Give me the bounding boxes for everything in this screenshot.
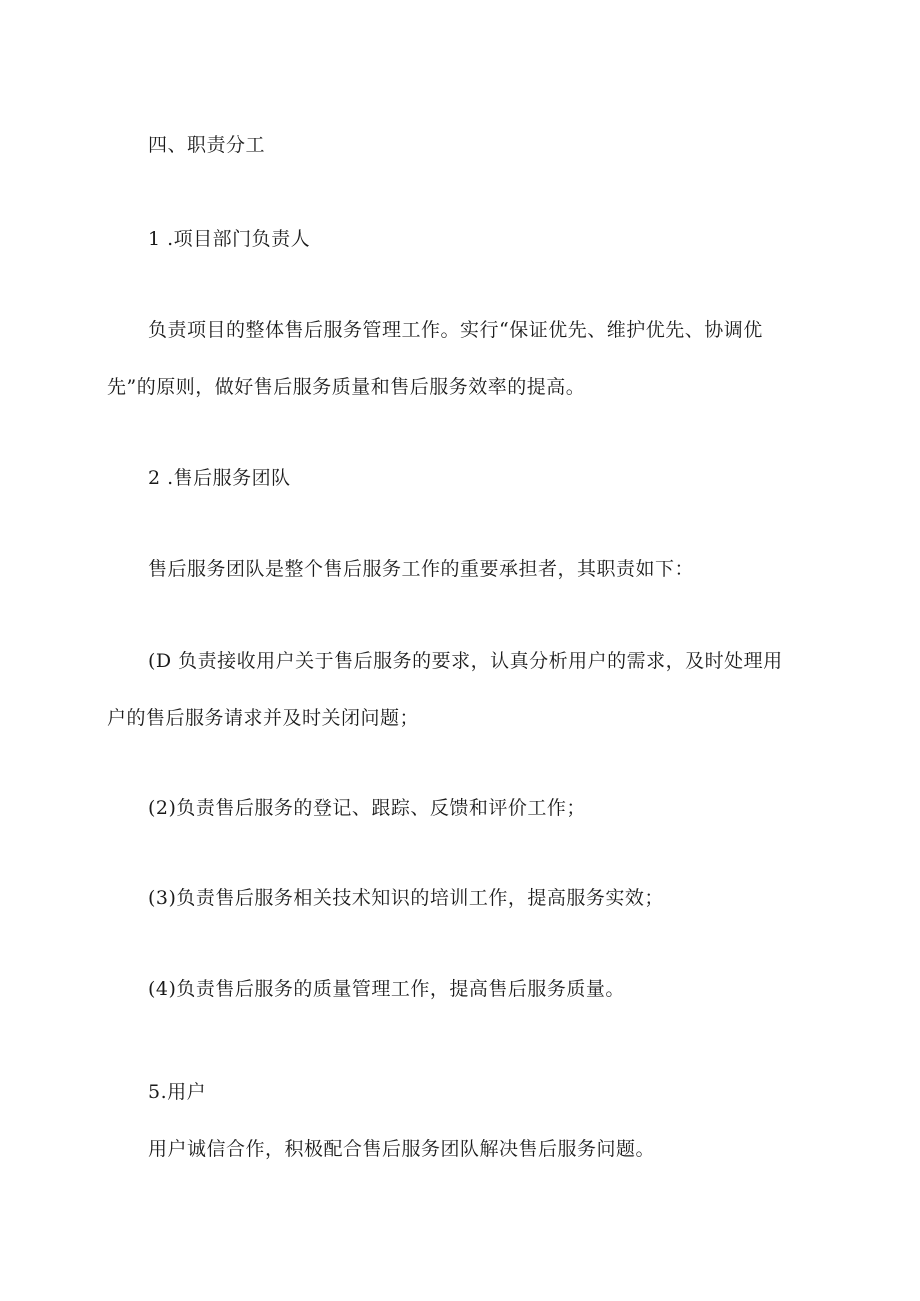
duty3: (3)负责售后服务相关技术知识的培训工作，提高服务实效；	[148, 887, 664, 909]
item2-heading: 2 .售后服务团队	[148, 467, 291, 489]
duty1-line1: (D 负责接收用户关于售后服务的要求，认真分析用户的需求，及时处理用	[148, 650, 783, 672]
duty2: (2)负责售后服务的登记、跟踪、反馈和评价工作；	[148, 797, 586, 819]
item1-paragraph-line1: 负责项目的整体售后服务管理工作。实行“保证优先、维护优先、协调优	[148, 319, 763, 341]
duty1-line2: 户的售后服务请求并及时关闭问题；	[107, 707, 420, 729]
section-heading: 四、职责分工	[148, 134, 266, 156]
item5-paragraph: 用户诚信合作，积极配合售后服务团队解决售后服务问题。	[148, 1138, 656, 1160]
duty4: (4)负责售后服务的质量管理工作，提高售后服务质量。	[148, 978, 625, 1000]
item1-paragraph-line2: 先”的原则，做好售后服务质量和售后服务效率的提高。	[107, 376, 586, 398]
item2-intro: 售后服务团队是整个售后服务工作的重要承担者，其职责如下：	[148, 558, 695, 580]
item5-heading: 5.用户	[148, 1081, 207, 1103]
item1-heading: 1 .项目部门负责人	[148, 228, 311, 250]
